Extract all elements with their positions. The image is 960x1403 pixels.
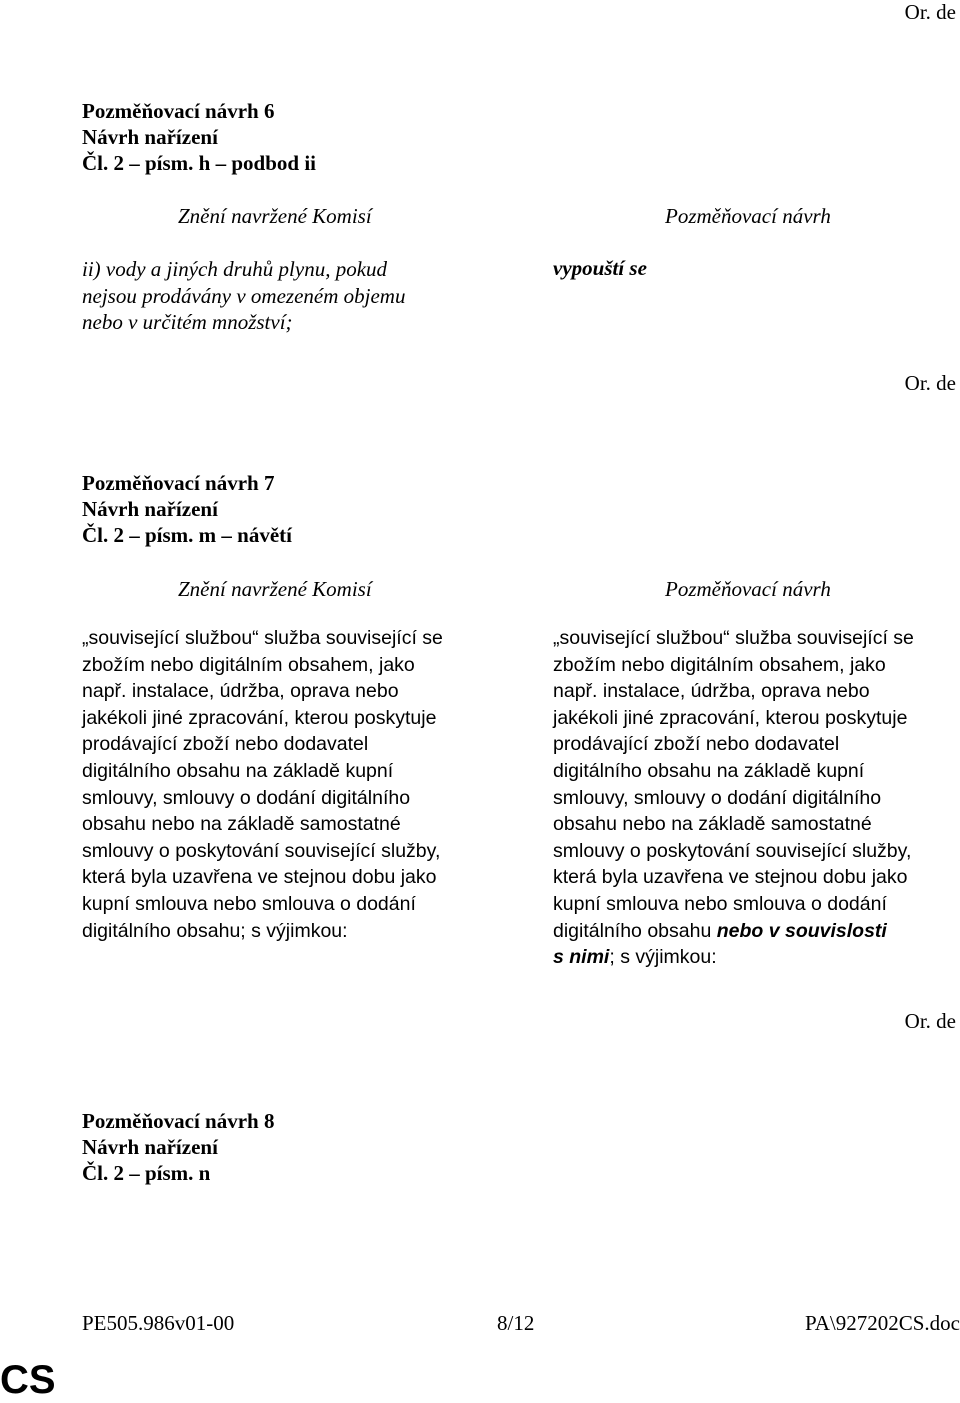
origin-label: Or. de bbox=[904, 1009, 956, 1033]
text-line: smlouvy, smlouvy o dodání digitálního bbox=[82, 786, 411, 809]
text-line bbox=[553, 918, 948, 945]
text-line bbox=[553, 944, 948, 971]
text-line: smlouvy o poskytování související služby, bbox=[82, 839, 441, 862]
text-line: smlouvy o poskytování související služby, bbox=[553, 839, 912, 862]
text-line: ii) vody a jiných druhů plynu, pokud bbox=[82, 257, 388, 281]
right-column-header: Pozměňovací návrh bbox=[665, 204, 831, 228]
text-segment: digitálního obsahu bbox=[553, 919, 717, 942]
amendment-subheading: Návrh nařízení bbox=[82, 1135, 218, 1159]
right-column-header: Pozměňovací návrh bbox=[665, 577, 831, 601]
text-line: zbožím nebo digitálním obsahem, jako bbox=[553, 653, 886, 676]
text-line: digitálního obsahu na základě kupní bbox=[553, 759, 865, 782]
amendment-7-header bbox=[82, 470, 292, 548]
text-line: kupní smlouva nebo smlouva o dodání bbox=[553, 892, 887, 915]
amendment-6-left-text bbox=[82, 256, 477, 336]
amended-text: s nimi bbox=[553, 946, 610, 969]
left-column-header: Znění navržené Komisí bbox=[178, 577, 372, 601]
amendment-8-header bbox=[82, 1108, 274, 1186]
left-column-header: Znění navržené Komisí bbox=[178, 204, 372, 228]
text-segment: ; s výjimkou: bbox=[609, 946, 717, 969]
amendment-6-header bbox=[82, 98, 316, 176]
text-line: kupní smlouva nebo smlouva o dodání bbox=[82, 892, 416, 915]
origin-label: Or. de bbox=[904, 0, 956, 24]
amendment-subheading: Návrh nařízení bbox=[82, 125, 218, 149]
text-line: jakékoli jiné zpracování, kterou poskytuje bbox=[553, 706, 908, 729]
text-line: „související službou“ služba související se bbox=[553, 627, 914, 649]
footer-doc-ref: PE505.986v01-00 bbox=[82, 1311, 235, 1335]
amendment-title: Pozměňovací návrh 8 bbox=[82, 1109, 275, 1133]
text-line: digitálního obsahu na základě kupní bbox=[82, 759, 394, 782]
amendment-title: Pozměňovací návrh 6 bbox=[82, 99, 275, 123]
origin-label: Or. de bbox=[904, 371, 956, 395]
amendment-article: Čl. 2 – písm. h – podbod ii bbox=[82, 151, 316, 175]
text-line: jakékoli jiné zpracování, kterou poskytuje bbox=[82, 706, 437, 729]
text-line: např. instalace, údržba, oprava nebo bbox=[553, 680, 870, 703]
text-line: která byla uzavřena ve stejnou dobu jako bbox=[553, 866, 908, 889]
amendment-article: Čl. 2 – písm. n bbox=[82, 1161, 211, 1185]
text-line: obsahu nebo na základě samostatné bbox=[553, 813, 872, 836]
text-line: která byla uzavřena ve stejnou dobu jako bbox=[82, 866, 437, 889]
amendment-6-right-text: vypouští se bbox=[553, 256, 647, 280]
amendment-title: Pozměňovací návrh 7 bbox=[82, 471, 275, 495]
language-code: CS bbox=[0, 1358, 56, 1402]
amendment-subheading: Návrh nařízení bbox=[82, 497, 218, 521]
amendment-7-right-text bbox=[553, 625, 948, 971]
text-line: digitálního obsahu; s výjimkou: bbox=[82, 919, 348, 942]
text-line: „související službou“ služba související se bbox=[82, 627, 443, 649]
footer-file-name: PA\927202CS.doc bbox=[804, 1311, 960, 1335]
footer-page-number: 8/12 bbox=[497, 1311, 535, 1335]
text-line: prodávající zboží nebo dodavatel bbox=[82, 733, 369, 756]
text-line: obsahu nebo na základě samostatné bbox=[82, 813, 401, 836]
amendment-article: Čl. 2 – písm. m – návětí bbox=[82, 523, 292, 547]
text-line: zbožím nebo digitálním obsahem, jako bbox=[82, 653, 415, 676]
text-line: smlouvy, smlouvy o dodání digitálního bbox=[553, 786, 882, 809]
amended-text: nebo v souvislosti bbox=[716, 919, 887, 942]
text-line: nejsou prodávány v omezeném objemu bbox=[82, 283, 406, 308]
text-line: prodávající zboží nebo dodavatel bbox=[553, 733, 840, 756]
text-line: nebo v určitém množství; bbox=[82, 310, 293, 334]
amendment-7-left-text bbox=[82, 625, 477, 944]
text-line: např. instalace, údržba, oprava nebo bbox=[82, 680, 399, 703]
